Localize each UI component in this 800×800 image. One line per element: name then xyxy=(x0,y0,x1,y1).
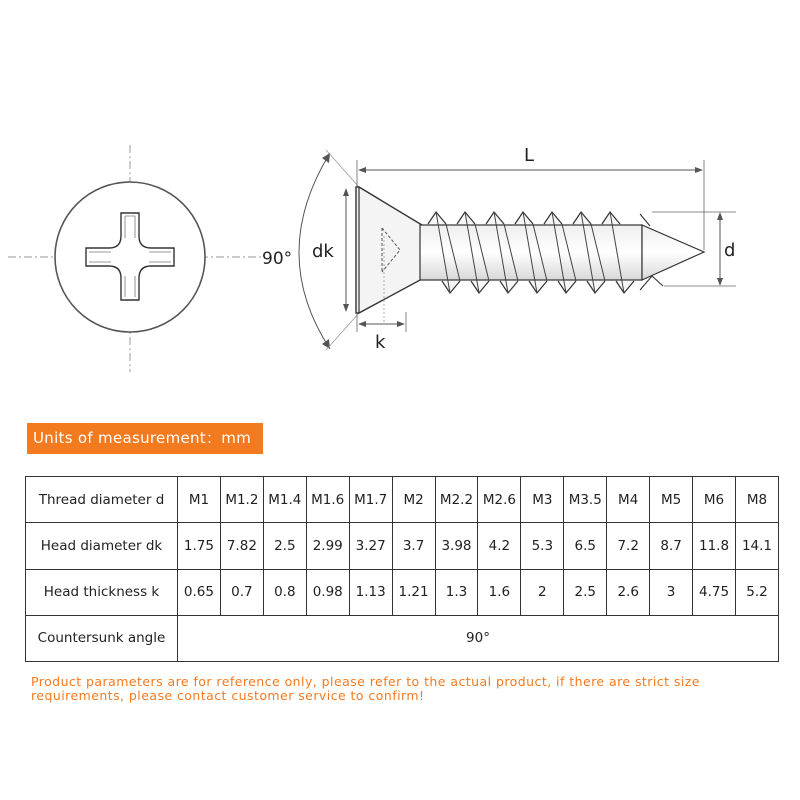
table-cell: 7.2 xyxy=(607,523,650,569)
length-arrow-left xyxy=(358,167,366,173)
angle-arc-arrow-top xyxy=(322,153,330,163)
table-cell: 2.5 xyxy=(564,569,607,615)
table-cell: 3.98 xyxy=(435,523,478,569)
angle-label: 90° xyxy=(262,249,293,269)
table-cell: 2.6 xyxy=(607,569,650,615)
countersunk-angle-row xyxy=(26,615,779,661)
table-cell: 5.2 xyxy=(735,569,778,615)
table-cell: M1.2 xyxy=(220,477,263,523)
length-label: L xyxy=(524,145,535,166)
table-cell: M2.2 xyxy=(435,477,478,523)
phillips-head-top-view xyxy=(8,145,262,372)
thread-diameter-arrow-bottom xyxy=(717,278,723,286)
head-thickness-arrow-right xyxy=(397,321,405,327)
table-cell: 2 xyxy=(521,569,564,615)
thread-diameter-arrow-top xyxy=(717,212,723,220)
screw-tip xyxy=(642,225,704,280)
thread-diameter-row xyxy=(26,477,779,523)
table-cell: 8.7 xyxy=(650,523,693,569)
head-thickness-label: k xyxy=(375,332,386,353)
table-cell: 14.1 xyxy=(735,523,778,569)
angle-extension-bottom xyxy=(326,313,359,350)
angle-extension-top xyxy=(326,150,359,187)
row-label: Head thickness k xyxy=(26,569,178,615)
head-thickness-arrow-left xyxy=(358,321,366,327)
table-cell: M1.6 xyxy=(306,477,349,523)
table-cell: M5 xyxy=(650,477,693,523)
head-diameter-row xyxy=(26,523,779,569)
screw-side-view xyxy=(262,145,736,353)
thread-diameter-label: d xyxy=(724,240,736,261)
row-label: Thread diameter d xyxy=(26,477,178,523)
merged-cell: 90° xyxy=(178,615,779,661)
countersunk-head xyxy=(356,187,422,313)
table-cell: 5.3 xyxy=(521,523,564,569)
table-cell: 2.99 xyxy=(306,523,349,569)
table-cell: M1 xyxy=(178,477,221,523)
table-cell: 3 xyxy=(650,569,693,615)
spec-table xyxy=(25,476,779,662)
head-diameter-arrow-top xyxy=(343,188,349,196)
table-cell: M3.5 xyxy=(564,477,607,523)
disclaimer-note: Product parameters are for reference only, please refer to the actual product, if there are strict size requirements, please contact customer service to confirm! xyxy=(31,674,700,703)
table-cell: 0.8 xyxy=(263,569,306,615)
head-thickness-row xyxy=(26,569,779,615)
table-cell: 0.98 xyxy=(306,569,349,615)
table-cell: 1.6 xyxy=(478,569,521,615)
table-cell: M6 xyxy=(693,477,736,523)
table-cell: 1.13 xyxy=(349,569,392,615)
table-cell: 4.75 xyxy=(693,569,736,615)
angle-arc-arrow-bottom xyxy=(322,339,330,349)
table-cell: 1.21 xyxy=(392,569,435,615)
row-label: Head diameter dk xyxy=(26,523,178,569)
table-cell: 2.5 xyxy=(263,523,306,569)
table-cell: 0.65 xyxy=(178,569,221,615)
table-cell: M2 xyxy=(392,477,435,523)
table-cell: M8 xyxy=(735,477,778,523)
table-cell: 1.75 xyxy=(178,523,221,569)
table-cell: M3 xyxy=(521,477,564,523)
table-cell: 1.3 xyxy=(435,569,478,615)
head-diameter-label: dk xyxy=(312,241,334,262)
row-label: Countersunk angle xyxy=(26,615,178,661)
table-cell: M1.4 xyxy=(263,477,306,523)
head-diameter-arrow-bottom xyxy=(343,304,349,312)
length-arrow-right xyxy=(695,167,703,173)
units-banner: Units of measurement：mm xyxy=(27,423,263,454)
table-cell: M2.6 xyxy=(478,477,521,523)
table-cell: M4 xyxy=(607,477,650,523)
table-cell: 11.8 xyxy=(693,523,736,569)
table-cell: 7.82 xyxy=(220,523,263,569)
table-cell: M1.7 xyxy=(349,477,392,523)
table-cell: 3.7 xyxy=(392,523,435,569)
table-cell: 0.7 xyxy=(220,569,263,615)
table-cell: 4.2 xyxy=(478,523,521,569)
table-cell: 6.5 xyxy=(564,523,607,569)
table-cell: 3.27 xyxy=(349,523,392,569)
